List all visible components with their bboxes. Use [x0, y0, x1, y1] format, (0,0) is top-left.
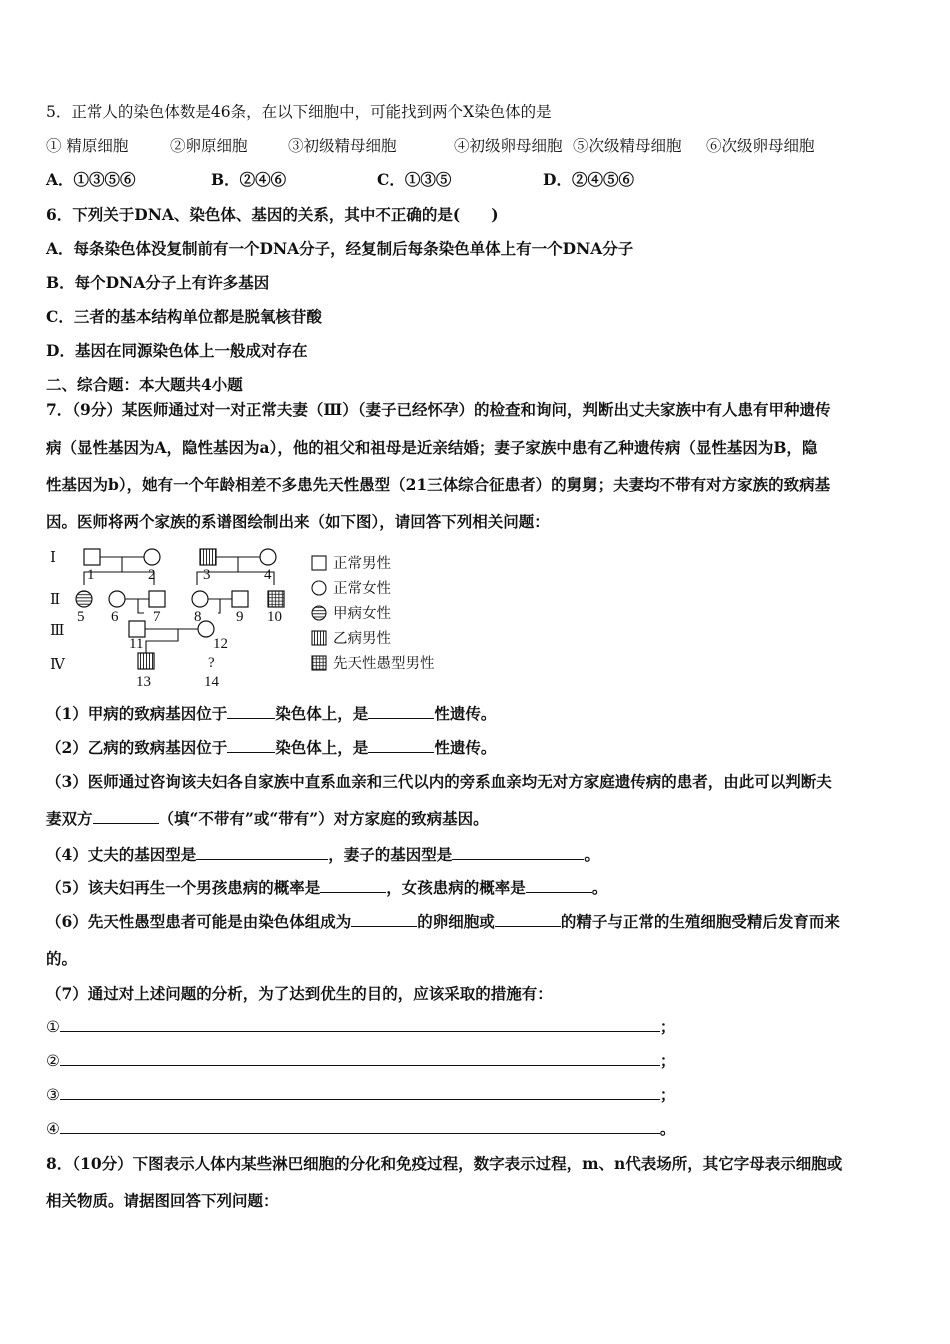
individual-number: 3 [203, 567, 211, 583]
q6-stem: 6．下列关于DNA、染色体、基因的关系，其中不正确的是( ) [46, 205, 499, 224]
answer-blank[interactable] [452, 845, 584, 860]
q6-option-d: D．基因在同源染色体上一般成对存在 [46, 341, 308, 360]
q7-sub5 [46, 878, 607, 898]
individual-number: 1 [87, 567, 95, 583]
q6-option-a: A．每条染色体没复制前有一个DNA分子，经复制后每条染色单体上有一个DNA分子 [46, 239, 634, 258]
individual-3-disease-b-male [200, 549, 216, 565]
legend-label: 甲病女性 [333, 606, 391, 622]
q7-sub1 [46, 704, 496, 724]
measure-line-2 [46, 1051, 675, 1071]
individual-9-normal-male [232, 591, 248, 607]
q7-sub3-part: （填“不带有”或“带有”）对方家庭的致病基因。 [158, 809, 489, 828]
individual-10-down-syndrome-male [268, 591, 284, 607]
answer-blank[interactable] [60, 1085, 660, 1100]
individual-number: 6 [111, 609, 119, 625]
q7-sub4-part: 。 [584, 845, 600, 864]
legend-symbol-down-syndrome-male [312, 656, 326, 670]
generation-label: Ⅳ [50, 657, 65, 673]
q7-line-1: 7．（9分）某医师通过对一对正常夫妻（Ⅲ）（妻子已经怀孕）的检查和询问，判断出丈夫家族中有人患有甲种遗传 [46, 400, 831, 419]
unknown-child-mark: ? [208, 655, 215, 671]
q7-sub1-part: 染色体上，是 [275, 704, 369, 723]
answer-blank[interactable] [60, 1017, 660, 1032]
q8-line-1: 8．（10分）下图表示人体内某些淋巴细胞的分化和免疫过程，数字表示过程，m、n代表场所，其它字母表示细胞或 [46, 1154, 843, 1173]
individual-5-disease-a-female [76, 591, 92, 607]
q7-sub5-part: ，女孩患病的概率是 [386, 878, 526, 897]
answer-blank[interactable] [368, 738, 434, 753]
individual-2-normal-female [144, 549, 160, 565]
individual-number: 10 [267, 609, 282, 625]
individual-number: 11 [129, 636, 144, 652]
q8-line-2: 相关物质。请据图回答下列问题： [46, 1191, 279, 1210]
generation-label: Ⅰ [50, 550, 56, 566]
individual-number: 7 [153, 609, 161, 625]
q7-line-2: 病（显性基因为A，隐性基因为a），他的祖父和祖母是近亲结婚；妻子家族中患有乙种遗传病（显性基因为B，隐 [46, 438, 818, 457]
measure-end: ； [659, 1085, 676, 1104]
individual-4-normal-female [260, 549, 276, 565]
individual-number: 12 [213, 636, 228, 652]
measure-line-3 [46, 1085, 675, 1105]
individual-number: 9 [236, 609, 244, 625]
measure-mark: ① [46, 1018, 60, 1036]
measure-mark: ④ [46, 1120, 60, 1138]
q5-item-4: ④初级卵母细胞 [454, 137, 563, 155]
answer-blank[interactable] [320, 878, 386, 893]
generation-label: Ⅱ [50, 592, 61, 608]
legend-symbol-disease-b-male [312, 631, 326, 645]
answer-blank[interactable] [526, 878, 592, 893]
q7-sub3-line2 [46, 809, 489, 829]
q7-sub6-part: 的精子与正常的生殖细胞受精后发育而来 [560, 912, 840, 931]
q7-sub2-part: （2）乙病的致病基因位于 [46, 738, 228, 757]
q5-option-a: A．①③⑤⑥ [46, 170, 136, 189]
q7-sub5-part: 。 [591, 878, 608, 897]
q7-sub7-stem: （7）通过对上述问题的分析，为了达到优生的目的，应该采取的措施有： [46, 984, 553, 1003]
q6-option-b: B．每个DNA分子上有许多基因 [46, 273, 270, 292]
generation-label: Ⅲ [50, 623, 65, 639]
individual-11-normal-male [129, 621, 145, 637]
q5-item-3: ③初级精母细胞 [288, 137, 397, 155]
q7-line-3: 性基因为b），她有一个年龄相差不多患先天性愚型（21三体综合征患者）的舅舅；夫妻均不带有对方家族的致病基 [46, 475, 831, 494]
answer-blank[interactable] [495, 912, 561, 927]
measure-end: 。 [659, 1119, 676, 1138]
q5-stem-text: 5．正常人的染色体数是46条，在以下细胞中，可能找到两个X染色体的是 [46, 103, 552, 121]
q7-sub5-part: （5）该夫妇再生一个男孩患病的概率是 [46, 878, 321, 897]
legend-symbol-normal-female [312, 581, 326, 595]
answer-blank[interactable] [60, 1051, 660, 1066]
legend-label: 乙病男性 [333, 631, 391, 647]
q7-sub4-part: （4）丈夫的基因型是 [46, 845, 197, 864]
answer-blank[interactable] [60, 1119, 660, 1134]
answer-blank[interactable] [227, 738, 275, 753]
q7-sub4 [46, 845, 600, 865]
q7-sub3-part: 妻双方 [46, 809, 93, 828]
individual-number: 13 [136, 674, 151, 690]
q7-sub6-part: （6）先天性愚型患者可能是由染色体组成为 [46, 912, 352, 931]
q7-sub4-part: ，妻子的基因型是 [328, 845, 453, 864]
legend-label: 先天性愚型男性 [333, 656, 435, 672]
measure-end: ； [659, 1051, 676, 1070]
individual-number: 8 [194, 609, 202, 625]
q7-sub1-part: 性遗传。 [434, 704, 497, 723]
pedigree-chart [46, 545, 466, 693]
q7-sub2 [46, 738, 496, 758]
individual-number: 5 [77, 609, 85, 625]
answer-blank[interactable] [227, 704, 275, 719]
q5-item-6: ⑥次级卵母细胞 [706, 137, 815, 155]
measure-line-4 [46, 1119, 675, 1139]
q5-option-b: B．②④⑥ [211, 170, 287, 189]
q5-item-2: ②卵原细胞 [170, 137, 248, 155]
individual-7-normal-male [149, 591, 165, 607]
q5-option-c: C．①③⑤ [377, 170, 452, 189]
legend-label: 正常男性 [333, 556, 391, 572]
q5-items [46, 136, 906, 158]
section-heading: 二、综合题：本大题共4小题 [46, 375, 243, 394]
q6-option-c: C．三者的基本结构单位都是脱氧核苷酸 [46, 307, 322, 326]
q7-sub1-part: （1）甲病的致病基因位于 [46, 704, 228, 723]
individual-1-normal-male [84, 549, 100, 565]
measure-mark: ② [46, 1052, 60, 1070]
legend-symbol-normal-male [312, 556, 326, 570]
individual-8-normal-female [192, 591, 208, 607]
individual-number: 4 [264, 567, 272, 583]
legend-symbol-disease-a-female [312, 606, 326, 620]
q7-sub2-part: 染色体上，是 [275, 738, 369, 757]
answer-blank[interactable] [196, 845, 328, 860]
measure-mark: ③ [46, 1086, 60, 1104]
q5-item-5: ⑤次级精母细胞 [573, 137, 682, 155]
individual-number: 14 [204, 674, 219, 690]
q5-item-1: ① 精原细胞 [46, 137, 129, 155]
answer-blank[interactable] [93, 809, 159, 824]
individual-6-normal-female [109, 591, 125, 607]
q5-option-d: D．②④⑤⑥ [543, 170, 634, 189]
individual-13-disease-b-male [138, 653, 154, 669]
q7-sub6-end: 的。 [46, 949, 78, 968]
q7-sub3-line1: （3）医师通过咨询该夫妇各自家族中直系血亲和三代以内的旁系血亲均无对方家庭遗传病的患者，由此可以判断夫 [46, 772, 832, 791]
q5-options [46, 170, 906, 192]
q7-sub6 [46, 912, 840, 932]
answer-blank[interactable] [368, 704, 434, 719]
answer-blank[interactable] [351, 912, 417, 927]
q7-sub6-part: 的卵细胞或 [417, 912, 495, 931]
q7-line-4: 因。医师将两个家族的系谱图绘制出来（如下图），请回答下列相关问题： [46, 512, 550, 531]
measure-line-1 [46, 1017, 675, 1037]
q7-sub2-part: 性遗传。 [434, 738, 497, 757]
legend-label: 正常女性 [333, 581, 391, 597]
measure-end: ； [659, 1017, 676, 1036]
individual-number: 2 [148, 567, 156, 583]
q5-stem [46, 102, 552, 122]
